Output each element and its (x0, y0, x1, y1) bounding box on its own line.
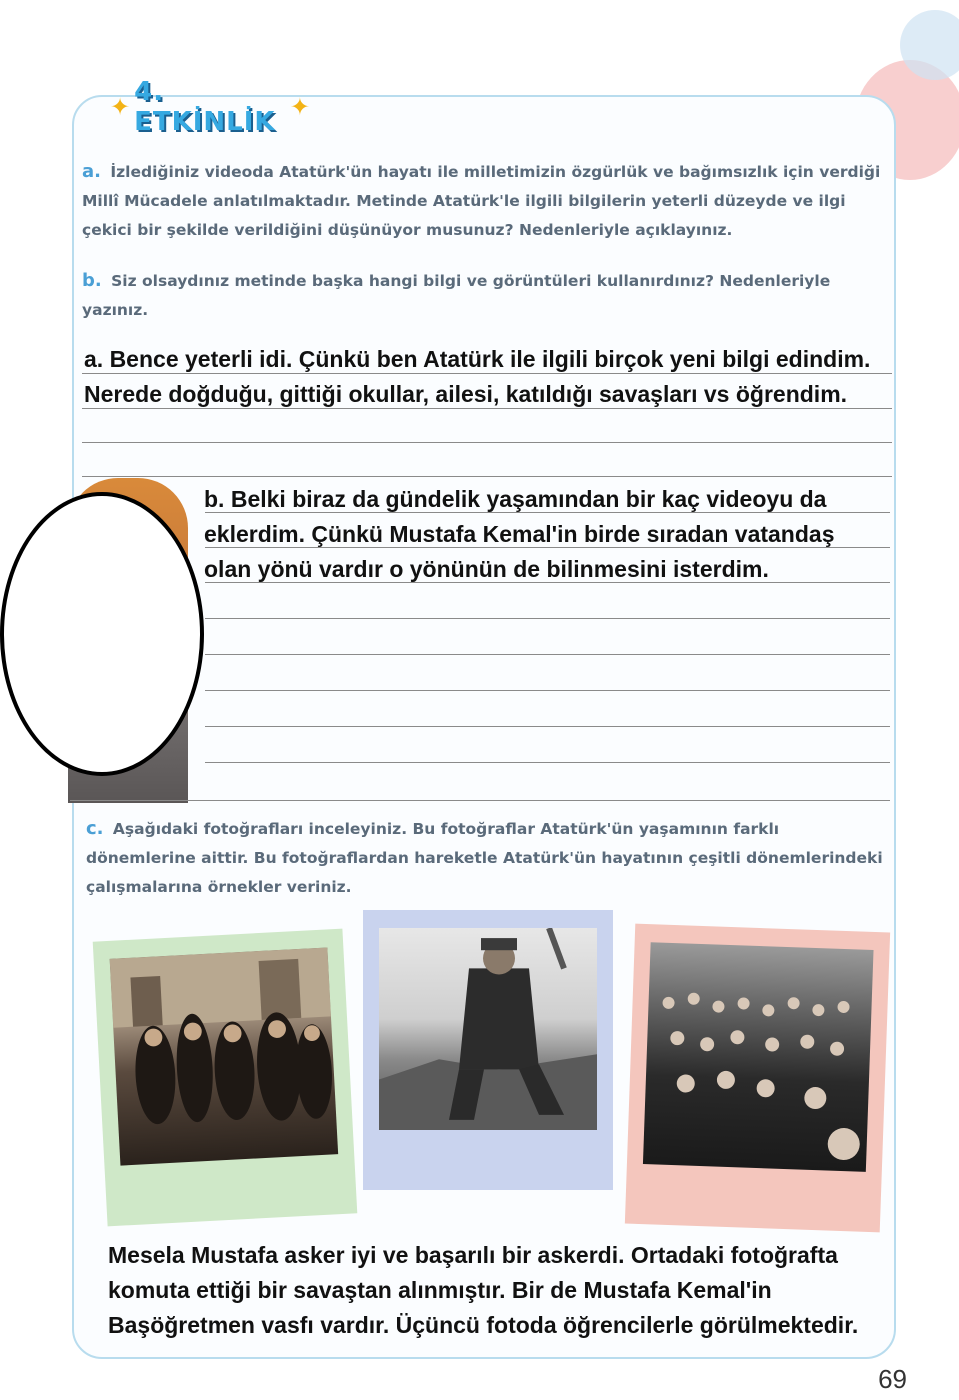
question-c (86, 814, 886, 902)
activity-title: 4. ETKİNLİK (134, 77, 276, 137)
question-a (82, 157, 892, 245)
answer-b[interactable]: b. Belki biraz da gündelik yaşamından bir kaç videoyu da eklerdim. Çünkü Mustafa Kemal'in birde sıradan vatandaş olan yönü vardır o yönünün de bilinmesini isterdim. (204, 486, 835, 582)
star-icon: ✦ (110, 93, 131, 121)
soldier-photo-icon (379, 928, 597, 1130)
question-a-letter: a. (82, 161, 101, 182)
question-b (82, 266, 892, 325)
answer-c[interactable]: Mesela Mustafa asker iyi ve başarılı bir askerdi. Ortadaki fotoğrafta komuta ettiği bir savaştan alınmıştır. Bir de Mustafa Kemal'in Başöğretmen vasfı vardır. Üçüncü fotoda öğrencilerle görülmektedir. (108, 1242, 859, 1338)
writing-line (205, 762, 890, 763)
photo-frame-right (625, 924, 890, 1233)
writing-line (205, 654, 890, 655)
question-b-letter: b. (82, 270, 102, 291)
crowd-photo-icon (643, 942, 874, 1172)
writing-line (82, 442, 892, 443)
writing-line (205, 618, 890, 619)
question-c-text: Aşağıdaki fotoğrafları inceleyiniz. Bu fotoğraflar Atatürk'ün yaşamının farklı dönemlerine aittir. Bu fotoğraflardan hareketle Atatürk'ün hayatının çeşitli dönemlerindeki çalışmalarına örnekler veriniz. (86, 820, 883, 896)
page-number: 69 (878, 1364, 907, 1394)
question-a-text: İzlediğiniz videoda Atatürk'ün hayatı ile milletimizin özgürlük ve bağımsızlık için verdiği Millî Mücadele anlatılmaktadır. Metinde Atatürk'le ilgili bilgilerin yeterli düzeyde ve ilgi çekici bir şekilde verildiğini düşünüyor musunuz? Nedenleriyle açıklayınız. (82, 163, 881, 239)
writing-line (82, 476, 892, 477)
star-icon: ✦ (289, 93, 310, 121)
writing-line (70, 800, 890, 801)
answer-a[interactable]: a. Bence yeterli idi. Çünkü ben Atatürk ile ilgili birçok yeni bilgi edindim. Nerede doğduğu, gittiği okullar, ailesi, katıldığı savaşları vs öğrendim. (84, 346, 871, 407)
writing-line (205, 726, 890, 727)
group-photo-icon (110, 947, 339, 1165)
writing-line (205, 690, 890, 691)
photo-frame-middle (363, 910, 613, 1190)
question-b-text: Siz olsaydınız metinde başka hangi bilgi ve görüntüleri kullanırdınız? Nedenleriyle yazınız. (82, 272, 831, 319)
question-c-letter: c. (86, 818, 104, 839)
redaction-circle (0, 492, 204, 776)
photo-frame-left (93, 929, 358, 1227)
activity-badge (110, 77, 310, 137)
